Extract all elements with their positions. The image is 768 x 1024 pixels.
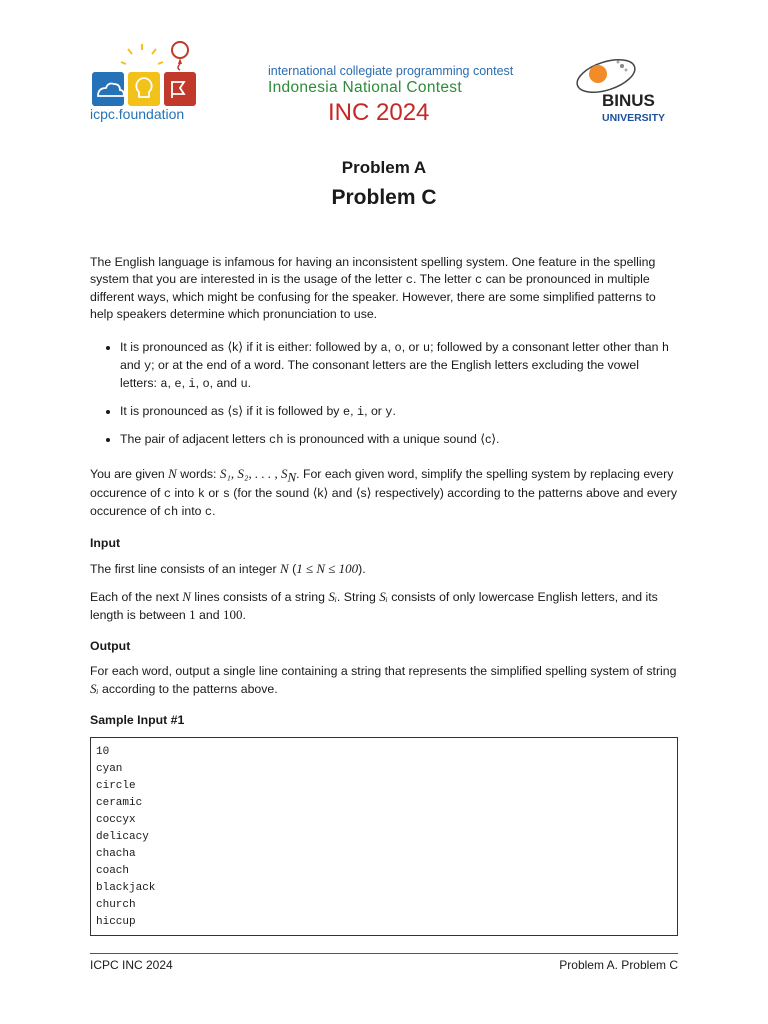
page-header: [0, 0, 768, 140]
contest-line-1: international collegiate programming contest: [268, 64, 514, 78]
sample-line: blackjack: [96, 882, 156, 895]
intro-paragraph: The English language is infamous for having an inconsistent spelling system. One feature in the spelling system that you are interested in is the usage of the letter c. The letter c can be pronounced in multiple different ways, which might be confusing for the speaker. However, there are some simplified patterns to help speakers determine which pronunciation to use.: [90, 255, 656, 321]
sample-line: hiccup: [96, 916, 136, 929]
sample-line: ceramic: [96, 797, 143, 810]
sample-line: coach: [96, 865, 130, 878]
rule-s-sound: • It is pronounced as ⟨s⟩ if it is followed by e, i, or y.: [120, 403, 678, 421]
university-text: UNIVERSITY: [602, 112, 666, 124]
contest-line-2: Indonesia National Contest: [268, 79, 462, 96]
sample-line: chacha: [96, 848, 136, 861]
contest-year: INC 2024: [328, 99, 430, 126]
input-heading: Input: [90, 536, 121, 551]
rule-ch-sound: • The pair of adjacent letters ch is pronounced with a unique sound ⟨c⟩.: [120, 431, 678, 449]
sample-line: delicacy: [96, 831, 149, 844]
problem-name: Problem C: [331, 186, 437, 209]
binus-text: BINUS: [602, 91, 655, 110]
output-heading: Output: [90, 639, 131, 654]
footer-contest: ICPC INC 2024: [90, 958, 173, 972]
footer-divider: [90, 953, 678, 954]
task-paragraph: You are given N words: S₁, S₂, . . . , $S_N$. For each given word, simplify the spelling system by replacing every occurence of c into k or s (for the sound ⟨k⟩ and ⟨s⟩ respectively) according to the patterns above and every occurence of ch into c.: [90, 466, 677, 520]
footer-problem: Problem A. Problem C: [559, 958, 678, 972]
rule-k-sound: • It is pronounced as ⟨k⟩ if it is either: followed by a, o, or u; followed by a consonant letter other than h and y; or at the end of a word. The consonant letters are the English letters excluding the vowel letters: a, e, i, o, and u.: [120, 339, 678, 393]
contest-title-block: [268, 64, 514, 127]
sample-input-heading: Sample Input #1: [90, 713, 185, 728]
input-line-1: The first line consists of an integer N (1 ≤ N ≤ 100).: [90, 561, 366, 577]
sample-input-box: [90, 737, 678, 936]
icpc-foundation-text: icpc.foundation: [90, 106, 185, 122]
problem-label: Problem A: [341, 158, 427, 177]
problem-statement: [90, 254, 678, 936]
output-line: For each word, output a single line containing a string that represents the simplified spelling system of string Sᵢ according to the patterns above.: [90, 664, 677, 697]
sample-line: 10: [96, 746, 110, 759]
problem-titles: [0, 158, 768, 210]
binus-university-logo: [570, 52, 682, 126]
sample-line: circle: [96, 780, 136, 793]
input-line-2: Each of the next N lines consists of a string Sᵢ. String Sᵢ consists of only lowercase English letters, and its length is between 1 and 100.: [90, 589, 658, 623]
sample-line: cyan: [96, 763, 123, 776]
sample-line: church: [96, 899, 136, 912]
sample-line: coccyx: [96, 814, 136, 827]
pronunciation-rules: [90, 339, 678, 449]
